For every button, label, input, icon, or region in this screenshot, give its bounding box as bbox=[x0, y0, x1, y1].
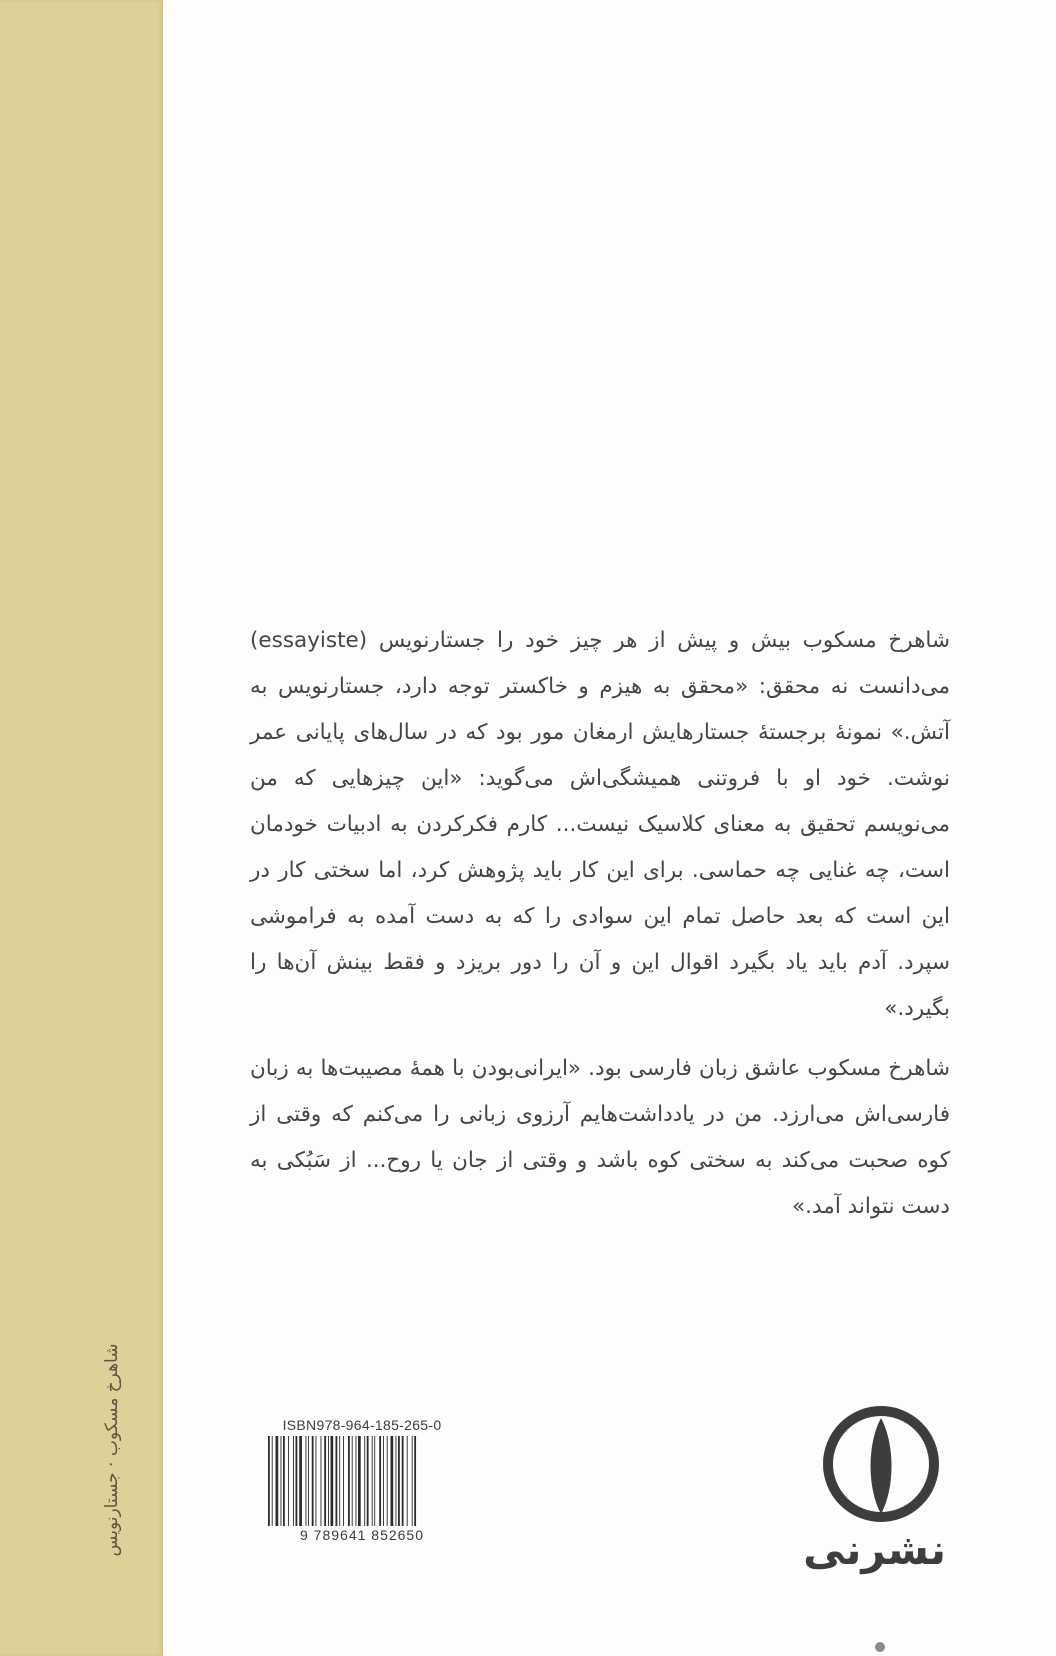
barcode-bar bbox=[352, 1436, 353, 1526]
book-spine-strip bbox=[0, 0, 163, 1656]
back-cover-blurb bbox=[250, 618, 950, 1244]
barcode-bar bbox=[343, 1436, 344, 1526]
barcode-bar bbox=[372, 1436, 373, 1526]
barcode-bar bbox=[328, 1436, 329, 1526]
barcode-bar bbox=[379, 1436, 381, 1526]
barcode-bar bbox=[283, 1436, 285, 1526]
barcode-bar bbox=[383, 1436, 384, 1526]
publisher-logo bbox=[803, 1404, 946, 1574]
barcode-bar bbox=[387, 1436, 388, 1526]
barcode-bar bbox=[281, 1436, 282, 1526]
barcode-bar bbox=[358, 1436, 361, 1526]
barcode-bar bbox=[293, 1436, 294, 1526]
barcode-bar bbox=[321, 1436, 322, 1526]
barcode-bar bbox=[296, 1436, 298, 1526]
barcode-bar bbox=[356, 1436, 357, 1526]
barcode-bar bbox=[407, 1436, 408, 1526]
barcode-bar bbox=[402, 1436, 404, 1526]
barcode-bar bbox=[336, 1436, 338, 1526]
barcode-bar bbox=[414, 1436, 416, 1526]
barcode-bar bbox=[276, 1436, 279, 1526]
barcode-bar bbox=[364, 1436, 365, 1526]
barcode-bar bbox=[316, 1436, 317, 1526]
barcode-bar bbox=[272, 1436, 273, 1526]
barcode-bar bbox=[312, 1436, 314, 1526]
blurb-paragraph-2: شاهرخ مسکوب عاشق زبان فارسی بود. «ایرانی‌بودن با همهٔ مصیبت‌ها به زبان فارسی‌اش می‌ارزد. من در یادداشت‌هایم آرزوی زبانی را می‌کنم که وقتی از کوه صحبت می‌کند به سختی کوه باشد و وقتی از جان یا روح... از سَبُکی به دست نتواند آمد.» bbox=[250, 1056, 950, 1219]
publisher-name: نشرنی bbox=[803, 1525, 946, 1574]
barcode-bar bbox=[391, 1436, 394, 1526]
barcode-number: 9 789641 852650 bbox=[300, 1527, 424, 1543]
barcode-bar bbox=[367, 1436, 369, 1526]
spine-signature bbox=[72, 1343, 152, 1557]
barcode-bar bbox=[412, 1436, 413, 1526]
isbn-label: ISBN978-964-185-265-0 bbox=[282, 1417, 442, 1433]
spine-signature-text: شاهرخ مسکوب · جستارنویس bbox=[102, 1343, 122, 1557]
barcode-bar bbox=[339, 1436, 340, 1526]
barcode-bar bbox=[398, 1436, 400, 1526]
barcode-bar bbox=[348, 1436, 350, 1526]
barcode-bar bbox=[308, 1436, 309, 1526]
blurb-paragraph-1: شاهرخ مسکوب بیش و پیش از هر چیز خود را جستارنویس (essayiste) می‌دانست نه محقق: «محقق به هیزم و خاکستر توجه دارد، جستارنویس به آتش.» نمونهٔ برجستهٔ جستارهایش ارمغان مور بود که در سال‌های پایانی عمر نوشت. خود او با فروتنی همیشگی‌اش می‌گوید: «این چیزهایی که من می‌نویسم تحقیق به معنای کلاسیک نیست... کارم فکرکردن به ادبیات خودمان است، چه غنایی چه حماسی. برای این کار باید پژوهش کرد، اما سختی کار در این است که بعد حاصل تمام این سوادی را که به دست آمده به فراموشی سپرد. آدم باید یاد بگیرد اقوال این و آن را دور بریزد و فقط بینش آن‌ها را بگیرد.» bbox=[250, 628, 950, 1021]
isbn-barcode-block bbox=[266, 1417, 458, 1543]
barcode-bar bbox=[268, 1436, 270, 1526]
barcode-bar bbox=[324, 1436, 326, 1526]
corner-dot bbox=[875, 1642, 885, 1652]
barcode-graphic bbox=[266, 1436, 458, 1526]
leaf-in-circle-icon bbox=[821, 1404, 941, 1524]
barcode-bar bbox=[396, 1436, 397, 1526]
barcode-bar bbox=[306, 1436, 307, 1526]
barcode-bar bbox=[374, 1436, 375, 1526]
barcode-bar bbox=[331, 1436, 334, 1526]
barcode-bar bbox=[288, 1436, 289, 1526]
barcode-bar bbox=[299, 1436, 302, 1526]
